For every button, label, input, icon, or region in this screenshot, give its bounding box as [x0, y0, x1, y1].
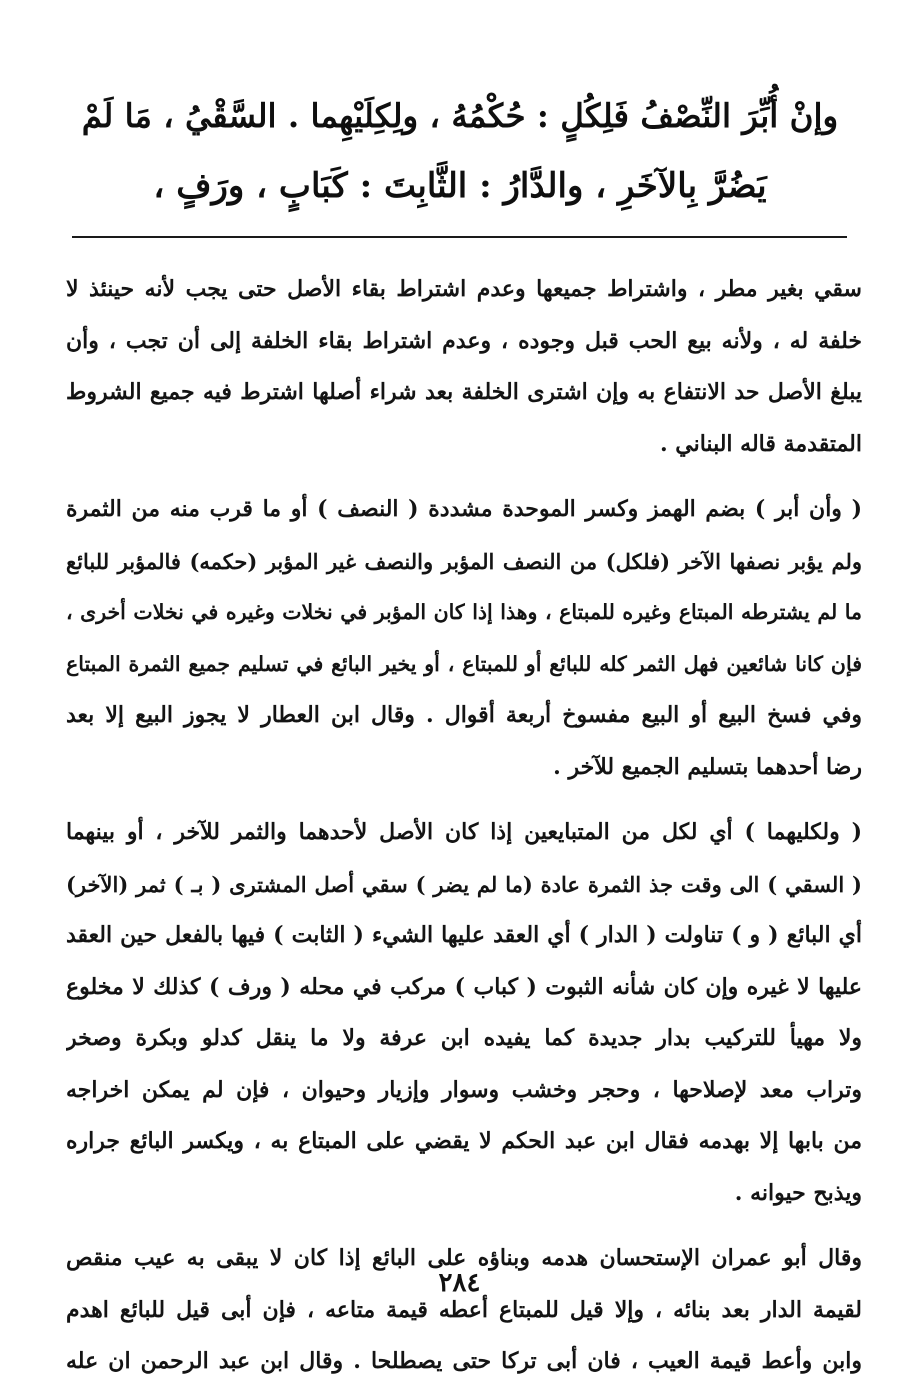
text-line: أي البائع ( و ) تناولت ( الدار ) أي العقد عليها الشيء ( الثابت ) فيها بالفعل حين العقد: [66, 922, 862, 948]
paragraph-1: [66, 264, 862, 470]
paragraph-2: [66, 484, 862, 793]
text-line: المتقدمة قاله البناني .: [659, 430, 862, 457]
text-line: وقال أبو عمران الإستحسان هدمه وبناؤه على البائع إذا كان لا يبقى به عيب منقص: [66, 1245, 862, 1271]
text-line: ( وأن أبر ) بضم الهمز وكسر الموحدة مشددة ( النصف ) أو ما قرب منه من الثمرة: [66, 496, 862, 522]
text-line: ولا مهيأ للتركيب بدار جديدة كما يفيده ابن عرفة ولا ما ينقل كدلو وبكرة وصخر: [66, 1025, 862, 1051]
matn-verse-line-2: يَضُرَّ بِالآخَرِ ، والدَّارُ : الثَّابِتَ : كَبَابٍ ، ورَفٍ ،: [153, 166, 767, 206]
text-line: عليها لا غيره وإن كان شأنه الثبوت ( كباب ) مركب في محله ( ورف ) كذلك لا مخلوع: [66, 973, 862, 1000]
separator-rule: [72, 236, 847, 238]
paragraph-3: [66, 807, 862, 1219]
text-line: وابن وأعط قيمة العيب ، فان أبى تركا حتى يصطلحا . وقال ابن عبد الرحمن ان عله: [66, 1348, 862, 1374]
text-line: رضا أحدهما بتسليم الجميع للآخر .: [553, 753, 862, 780]
text-line: ما لم يشترطه المبتاع وغيره للمبتاع ، وهذا إذا كان المؤبر في نخلات وغيره في نخلات أخرى ،: [66, 600, 862, 624]
text-line: ( ولكليهما ) أي لكل من المتبايعين إذا كان الأصل لأحدهما والثمر للآخر ، أو بينهما: [66, 819, 862, 845]
matn-verse-line-1: وإنْ أُبِّرَ النِّصْفُ فَلِكُلٍ : حُكْمُهُ ، ولِكِلَيْهِما . السَّقْيُ ، مَا لَمْ: [81, 96, 839, 135]
page-number: ٢٨٤: [438, 1268, 481, 1298]
text-line: وتراب معد لإصلاحها ، وحجر وخشب وسوار وإزيار وحيوان ، فإن لم يمكن اخراجه: [66, 1076, 862, 1103]
paragraph-4: [66, 1233, 862, 1388]
text-line: من بابها إلا بهدمه فقال ابن عبد الحكم لا يقضي على المبتاع به ، ويكسر البائع جراره: [66, 1128, 862, 1154]
text-line: ويذبح حيوانه .: [734, 1179, 862, 1206]
text-line: فإن كانا شائعين فهل الثمر كله للبائع أو للمبتاع ، أو يخير البائع في تسليم جميع الثمرة المبتاع: [66, 651, 862, 676]
text-line: وفي فسخ البيع أو البيع مفسوخ أربعة أقوال . وقال ابن العطار لا يجوز البيع إلا بعد: [66, 702, 862, 728]
commentary-body: [66, 264, 862, 1388]
text-line: ( السقي ) الى وقت جذ الثمرة عادة (ما لم يضر ) سقي أصل المشترى ( بـ ) ثمر (الآخر): [66, 871, 862, 897]
text-line: ولم يؤبر نصفها الآخر (فلكل) من النصف المؤبر والنصف غير المؤبر (حكمه) فالمؤبر للبائع: [66, 548, 862, 574]
text-line: خلفة له ، ولأنه بيع الحب قبل وجوده ، وعدم اشتراط بقاء الخلفة إلى أن تجب ، وأن: [66, 327, 862, 354]
text-line: لقيمة الدار بعد بنائه ، وإلا قيل للمبتاع أعطه قيمة متاعه ، فإن أبى قيل للبائع اهدم: [66, 1296, 862, 1323]
text-line: يبلغ الأصل حد الانتفاع به وإن اشترى الخلفة بعد شراء أصلها اشترط فيه جميع الشروط: [66, 379, 862, 405]
text-line: سقي بغير مطر ، واشتراط جميعها وعدم اشتراط بقاء الأصل حتى يجب لأنه حينئذ لا: [66, 276, 862, 302]
